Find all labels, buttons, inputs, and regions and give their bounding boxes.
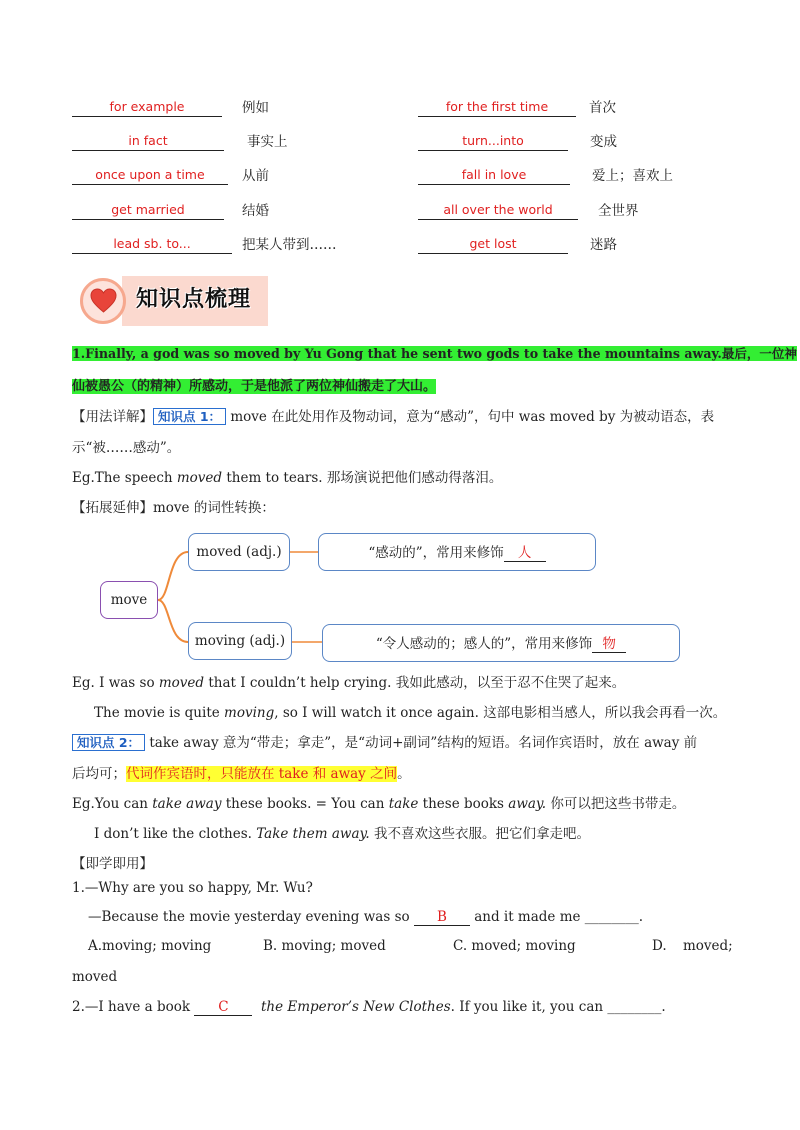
phrase-meaning: 事实上 [247,134,288,150]
option-b: B. moving; moved [263,938,386,954]
question-2 [72,999,666,1016]
example-text: Eg.You can [72,796,153,812]
option-d-label: D. [652,938,667,954]
point2-text: 。 [397,766,411,782]
mindmap-desc-moving [322,624,680,662]
phrase-item [418,99,738,117]
key-sentence-line-2 [72,375,436,394]
phrase-item [418,167,738,185]
point2-line-2 [72,762,411,782]
phrase-item [418,133,738,151]
answer-blank: 人 [504,541,546,562]
phrase-meaning: 全世界 [598,203,639,219]
phrase-answer: lead sb. to... [72,235,232,254]
option-a: A.moving; moving [88,938,212,954]
example-text: 你可以把这些书带走。 [546,796,686,812]
phrase-item [72,236,392,254]
example-line [72,466,502,486]
phrase-answer: get lost [418,235,568,254]
phrase-item [72,99,392,117]
question-1-line-2 [88,909,643,926]
phrase-item [72,202,392,220]
mindmap-branch-moved: moved (adj.) [188,533,290,571]
phrase-answer: for example [72,98,222,117]
example-italic: Take them away. [256,826,370,842]
phrase-answer: all over the world [418,201,578,220]
usage-text: move 在此处用作及物动词，意为“感动”，句中 was moved by 为被动语态，表 [226,409,715,425]
point2-text: take away 意为“带走；拿走”，是“动词+副词”结构的短语。名词作宾语时，放在 away 前 [145,735,698,751]
phrase-meaning: 把某人带到…… [242,237,337,253]
usage-tag: 【用法详解】 [72,409,153,425]
option-d-cont: moved [72,969,118,985]
mindmap-desc-moved [318,533,596,571]
point2-line-1 [72,731,697,751]
example-text: them to tears. 那场演说把他们感动得落泪。 [222,470,503,486]
point2-text: 后均可； [72,766,126,782]
mindmap-branch-moving: moving (adj.) [188,622,292,660]
point2-example-1 [72,792,685,812]
phrase-meaning: 首次 [589,100,616,116]
question-1-line-1: 1.—Why are you so happy, Mr. Wu? [72,880,313,896]
example-text: that I couldn’t help crying. 我如此感动，以至于忍不住哭了起来。 [204,675,626,691]
key-sentence-zh: 最后，一位神 [721,346,797,361]
answer-blank: C [194,999,252,1016]
phrase-meaning: 迷路 [590,237,617,253]
answer-blank: B [414,909,470,926]
phrase-meaning: 例如 [242,100,269,116]
key-sentence-zh-cont: 仙被愚公（的精神）所感动，于是他派了两位神仙搬走了大山。 [72,379,437,394]
example-text: I don’t like the clothes. [94,826,257,842]
point2-example-2 [94,822,590,842]
phrase-meaning: 从前 [242,168,269,184]
question-text: and it made me ________. [469,909,644,925]
phrase-answer: in fact [72,132,224,151]
practice-tag: 【即学即用】 [72,856,153,872]
example-text: these books [418,796,509,812]
question-text: . If you like it, you can ________. [450,999,666,1015]
example-italic: moved [158,675,205,691]
key-sentence-line-1 [72,344,797,362]
usage-text-cont: 示“被……感动”。 [72,440,181,456]
knowledge-point-label: 知识点 2： [72,734,145,751]
phrase-answer: for the first time [418,98,576,117]
key-sentence-en: 1.Finally, a god was so moved by Yu Gong that he sent two gods to take the mountains away. [72,346,722,361]
example-italic: moved [176,470,223,486]
phrase-meaning: 爱上；喜欢上 [592,168,673,184]
option-d-text: moved; [683,938,733,954]
answer-blank: 物 [592,632,626,653]
desc-text: “感动的”，常用来修饰 [368,545,504,561]
example-text: , so I will watch it once again. 这部电影相当感人，所以我会再看一次。 [274,705,727,721]
phrase-item [418,236,738,254]
phrase-item [72,133,392,151]
example-text: 我不喜欢这些衣服。把它们拿走吧。 [369,826,590,842]
option-c: C. moved; moving [453,938,576,954]
phrase-answer: fall in love [418,166,570,185]
example-italic: moving [224,705,275,721]
knowledge-point-label: 知识点 1： [153,408,226,425]
mindmap-root: move [100,581,158,619]
usage-line-2 [72,436,180,456]
heart-icon [90,288,117,314]
example-line-2 [72,671,625,691]
phrase-item [72,167,392,185]
example-italic: take away [152,796,222,812]
phrase-answer: get married [72,201,224,220]
section-title: 知识点梳理 [136,287,252,312]
book-title: the Emperor’s New Clothes [260,999,451,1015]
phrase-meaning: 变成 [590,134,617,150]
example-text: Eg. I was so [72,675,159,691]
question-text: —Because the movie yesterday evening was so [88,909,414,925]
example-text: The movie is quite [94,705,225,721]
extension-tag: 【拓展延伸】move 的词性转换： [72,500,275,516]
example-line-3 [94,701,726,721]
phrase-answer: turn...into [418,132,568,151]
phrase-item [418,202,738,220]
example-text: these books. = You can [221,796,389,812]
rule-highlight: 代词作宾语时，只能放在 take 和 away 之间 [126,766,398,782]
example-italic: take [388,796,419,812]
desc-text: “令人感动的；感人的”，常用来修饰 [375,636,593,652]
example-text: Eg.The speech [72,470,177,486]
phrase-answer: once upon a time [72,166,228,185]
example-italic: away. [508,796,547,812]
usage-line-1 [72,405,714,425]
question-text: 2.—I have a book [72,999,195,1015]
phrase-meaning: 结婚 [242,203,269,219]
